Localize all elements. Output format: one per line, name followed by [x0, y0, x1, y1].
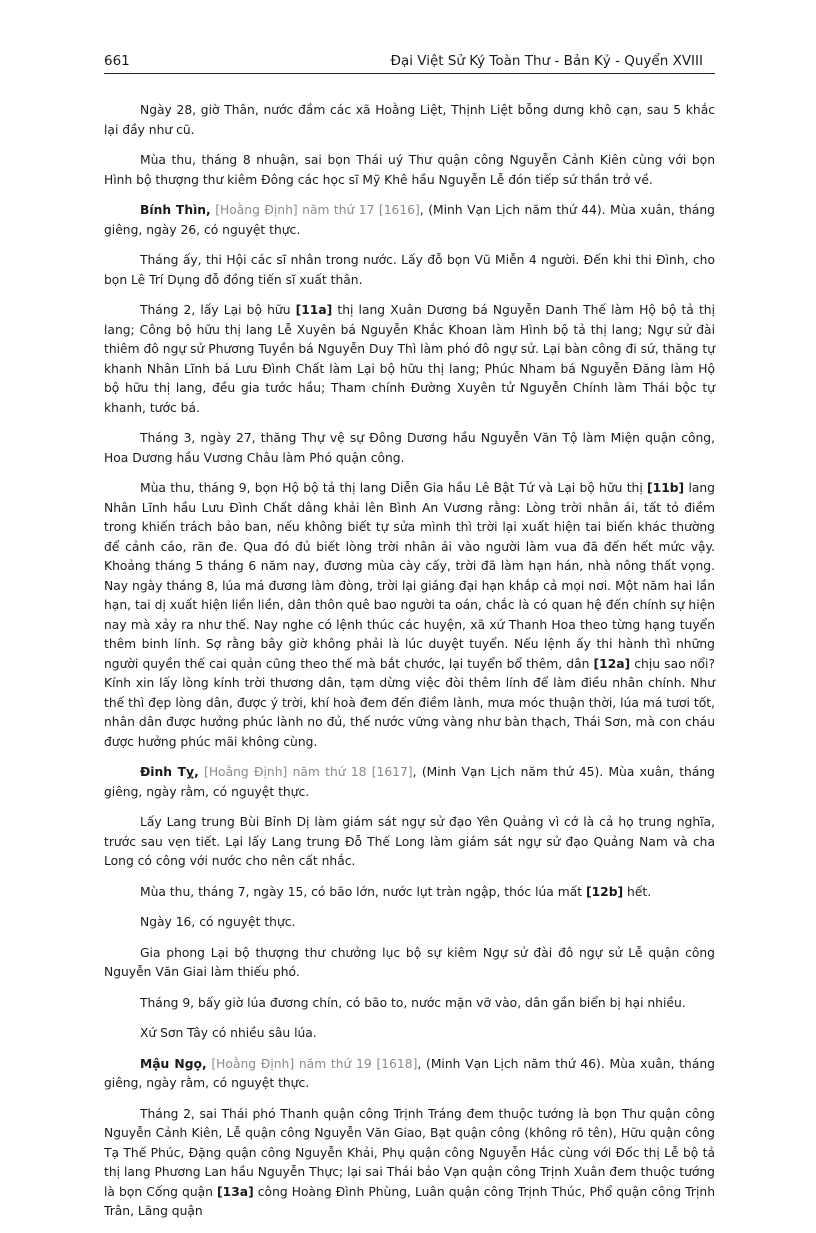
paragraph-text: , (Minh Vạn Lịch năm thứ 46). Mùa xuân, tháng giêng, ngày rằm, có nguyệt thực. [104, 1056, 715, 1090]
paragraph-text: hết. [623, 884, 652, 899]
paragraph [104, 813, 715, 872]
paragraph [104, 883, 715, 903]
paragraph [104, 151, 715, 190]
paragraph-text: Ngày 16, có nguyệt thực. [140, 915, 296, 929]
reign-note: [Hoằng Định] năm thứ 19 [1618] [211, 1056, 418, 1071]
paragraph-text: Mùa thu, tháng 9, bọn Hộ bộ tả thị lang Diễn Gia hầu Lê Bật Tứ và Lại bộ hữu thị [140, 481, 648, 495]
page-number: 661 [104, 53, 130, 69]
year-label: Mậu Ngọ, [140, 1056, 207, 1071]
paragraph-text: Tháng 3, ngày 27, thăng Thự vệ sự Đông Dương hầu Nguyễn Văn Tộ làm Miện quận công, Hoa Dương hầu Vương Châu làm Phó quận công. [104, 431, 715, 465]
paragraph [104, 301, 715, 418]
paragraph [104, 101, 715, 140]
paragraph-text: Gia phong Lại bộ thượng thư chưởng lục bộ sự kiêm Ngự sử đài đô ngự sử Lễ quận công Nguyễn Văn Giai làm thiếu phó. [104, 945, 715, 979]
paragraph-text: công Hoàng Đình Phùng, Luân quận công Trịnh Thúc, Phổ quận công Trịnh Trân, Lãng quận [104, 1184, 715, 1218]
running-title: Đại Việt Sử Ký Toàn Thư - Bản Kỷ - Quyển XVIII [390, 53, 703, 69]
paragraph [104, 994, 715, 1014]
year-entry [104, 763, 715, 802]
header-divider [104, 73, 715, 74]
paragraph-text: Tháng 2, sai Thái phó Thanh quận công Trịnh Tráng đem thuộc tướng là bọn Thư quận công Nguyễn Cảnh Kiên, Lễ quận công Nguyễn Văn Giao, Bạt quận công (không rõ tên), Hữu quận công Tạ Thế Phúc, Đặng quận công Nguyễn Khải, Phụ quận công Nguyễn Hắc cùng với Đốc thị Lễ bộ tả thị lang Phương Lan hầu Nguyễn Thực; lại sai Thái bảo Vạn quận công Trịnh Xuân đem thuộc tướng là bọn Cống quận [104, 1106, 715, 1199]
folio-marker: [13a] [217, 1184, 254, 1199]
paragraph-text: Mùa thu, tháng 8 nhuận, sai bọn Thái uý Thư quận công Nguyễn Cảnh Kiên cùng với bọn Hình bộ thượng thư kiêm Đông các học sĩ Mỹ Khê hầu Nguyễn Lễ đón tiếp sứ thần trở về. [104, 153, 715, 187]
folio-marker: [12a] [593, 656, 631, 671]
page-header [104, 51, 715, 71]
paragraph-text: chịu sao nổi? Kính xin lấy lòng kính trời thương dân, tạm dừng việc đòi thêm lính để làm điều nhân chính. Như thế thì đẹp lòng dân, được ý trời, khí hoà đem đến điềm lành, mưa móc thuận thời, lúa má tươi tốt, nhân dân được hưởng phúc lành no đủ, thế nước vững vàng như bàn thạch, Thái Sơn, mà con cháu được hưởng phúc mãi không cùng. [104, 656, 716, 749]
paragraph-text: , (Minh Vạn Lịch năm thứ 45). Mùa xuân, tháng giêng, ngày rằm, có nguyệt thực. [104, 765, 715, 799]
paragraph [104, 1024, 715, 1044]
paragraph-text: Tháng 2, lấy Lại bộ hữu [140, 303, 296, 317]
paragraph-text: lang Nhân Lĩnh hầu Lưu Đình Chất dâng khải lên Bình An Vương rằng: Lòng trời nhân ái, tất tỏ điềm trong khiến trách bảo ban, nếu không biết tự sửa mình thì trời lại xuất hiện tai biến khác thường để cảnh cáo, răn đe. Qua đó đủ biết lòng trời nhân ái vào người làm vua đã đến hết mức vậy. Khoảng tháng 5 tháng 6 năm nay, đương mùa cày cấy, trời đã làm hạn hán, nhà nông thất vọng. Nay ngày tháng 8, lúa má đương làm đòng, trời lại giáng đại hạn khắp cả mọi nơi. Một năm hai lần hạn, tai dị xuất hiện liền liền, dân thôn quê bao người ta oán, chắc là có quan hệ đến chính sự hiện nay mà xảy ra như thế. Nay nghe có lệnh thúc các huyện, xã xứ Thanh Hoa theo từng hạng tuyển thêm binh lính. Sợ rằng bây giờ không phải là lúc duyệt tuyển. Nếu lệnh ấy thi hành thì những người quyền thế cai quản cũng theo thế mà bắt chước, lại tuyển bổ thêm, dân [104, 481, 715, 671]
paragraph [104, 913, 715, 933]
year-label: Bính Thìn, [140, 203, 211, 217]
reign-note: [Hoằng Định] năm thứ 17 [1616] [215, 203, 420, 217]
paragraph-text: Lấy Lang trung Bùi Bỉnh Dị làm giám sát ngự sử đạo Yên Quảng vì cớ là cả họ trung nghĩa, trước sau vẹn tiết. Lại lấy Lang trung Đỗ Thế Long làm giám sát ngự sử đạo Quảng Nam và cha Long có công với nước cho nên cất nhắc. [104, 815, 715, 868]
paragraph [104, 429, 715, 468]
paragraph-text: Ngày 28, giờ Thân, nước đầm các xã Hoằng Liệt, Thịnh Liệt bỗng dưng khô cạn, sau 5 khắc lại đầy như cũ. [104, 103, 715, 137]
paragraph-text: thị lang Xuân Dương bá Nguyễn Danh Thế làm Hộ bộ tả thị lang; Công bộ hữu thị lang Lễ Xuyên bá Nguyễn Khắc Khoan làm Hình bộ tả thị lang; Ngự sử đài thiêm đô ngự sử Phương Tuyền bá Nguyễn Duy Thì làm phó đô ngự sử. Lại bàn công đi sứ, thăng tự khanh Nhân Lĩnh bá Lưu Đình Chất làm Lại bộ hữu thị lang; Phúc Nham bá Nguyễn Đăng làm Hộ bộ hữu thị lang, đều gia tước hầu; Tham chính Đường Xuyên tử Nguyễn Chính làm Thái bộc tự khanh, tước bá. [104, 303, 715, 415]
paragraph [104, 1105, 715, 1222]
year-entry [104, 1055, 715, 1094]
paragraph-text: Mùa thu, tháng 7, ngày 15, có bão lớn, nước lụt tràn ngập, thóc lúa mất [140, 884, 586, 899]
paragraph [104, 479, 715, 752]
paragraph-text: , (Minh Vạn Lịch năm thứ 44). Mùa xuân, tháng giêng, ngày 26, có nguyệt thực. [104, 203, 715, 237]
reign-note: [Hoằng Định] năm thứ 18 [1617] [204, 765, 413, 779]
folio-marker: [12b] [585, 884, 624, 899]
page-body [104, 101, 715, 1233]
paragraph [104, 251, 715, 290]
folio-marker: [11b] [647, 481, 685, 495]
paragraph-text: Xứ Sơn Tây có nhiều sâu lúa. [140, 1026, 317, 1040]
paragraph [104, 944, 715, 983]
year-label: Đinh Tỵ, [140, 765, 199, 779]
year-entry [104, 201, 715, 240]
folio-marker: [11a] [295, 303, 333, 317]
paragraph-text: Tháng ấy, thi Hội các sĩ nhân trong nước. Lấy đỗ bọn Vũ Miễn 4 người. Đến khi thi Đình, cho bọn Lê Trí Dụng đỗ đồng tiến sĩ xuất thân. [104, 253, 715, 287]
paragraph-text: Tháng 9, bấy giờ lúa đương chín, có bão to, nước mặn vỡ vào, dân gần biển bị hại nhiều. [140, 995, 686, 1010]
